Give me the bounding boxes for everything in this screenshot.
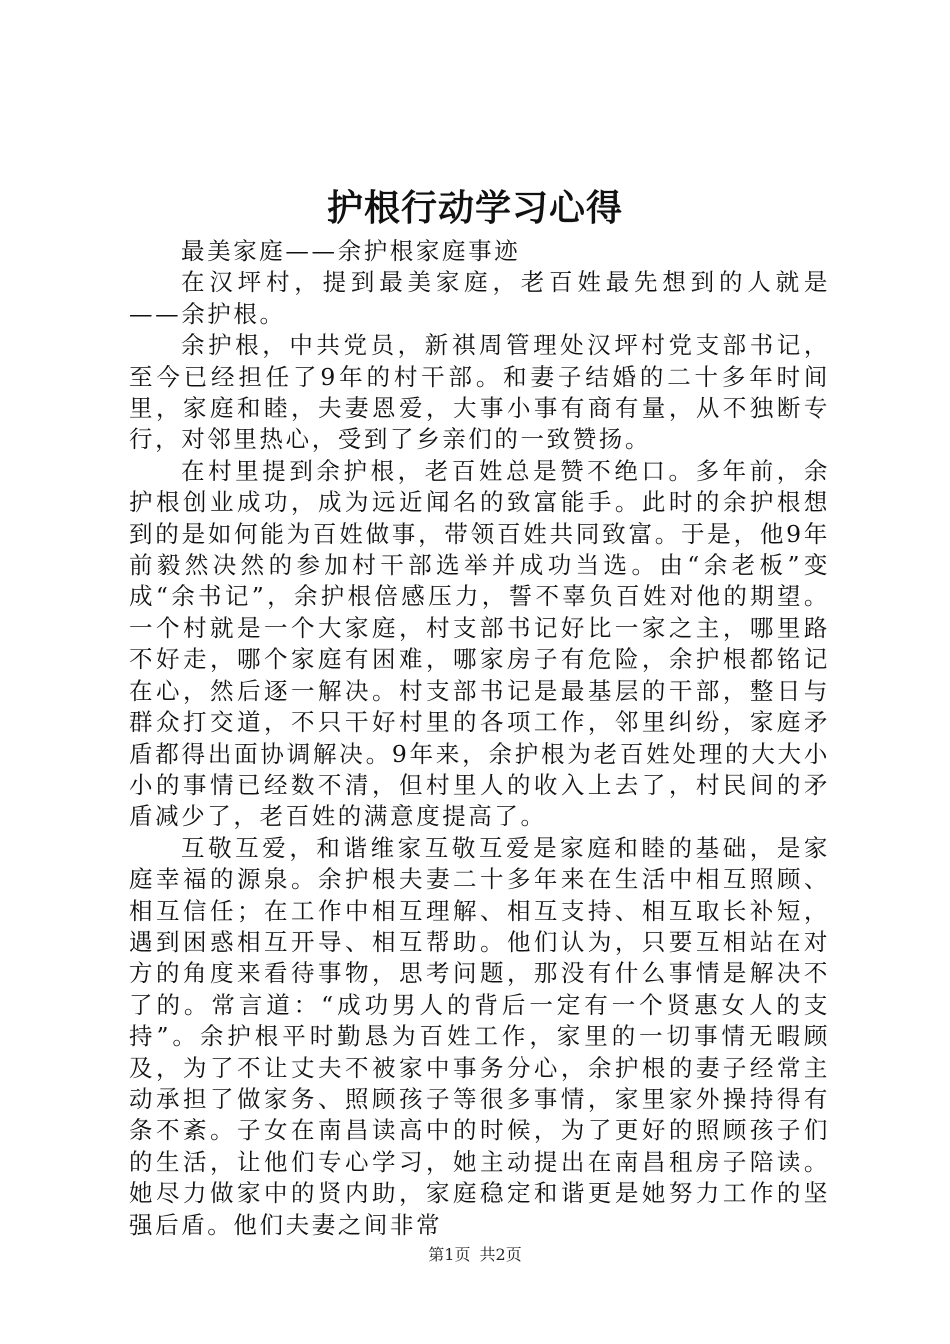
body-paragraph: 余护根，中共党员，新祺周管理处汉坪村党支部书记，至今已经担任了9年的村干部。和妻子结婚的二十多年时间里，家庭和睦，夫妻恩爱，大事小事有商有量，从不独断专行，对邻里热心，受到了乡亲们的一致赞扬。 xyxy=(129,331,830,454)
document-body xyxy=(129,236,830,1241)
subtitle-paragraph: 最美家庭——余护根家庭事迹 xyxy=(181,237,521,265)
document-title: 护根行动学习心得 xyxy=(326,187,623,229)
body-paragraph: 在村里提到余护根，老百姓总是赞不绝口。多年前，余护根创业成功，成为远近闻名的致富能手。此时的余护根想到的是如何能为百姓做事，带领百姓共同致富。于是，他9年前毅然决然的参加村干部选举并成功当选。由“余老板”变成“余书记”，余护根倍感压力，誓不辜负百姓对他的期望。一个村就是一个大家庭，村支部书记好比一家之主，哪里路不好走，哪个家庭有困难，哪家房子有危险，余护根都铭记在心，然后逐一解决。村支部书记是最基层的干部，整日与群众打交道，不只干好村里的各项工作，邻里纠纷，家庭矛盾都得出面协调解决。9年来，余护根为老百姓处理的大大小小的事情已经数不清，但村里人的收入上去了，村民间的矛盾减少了，老百姓的满意度提高了。 xyxy=(129,456,830,831)
body-paragraph: 在汉坪村，提到最美家庭，老百姓最先想到的人就是——余护根。 xyxy=(129,268,830,328)
page-footer xyxy=(0,1243,950,1267)
page-total: 共2页 xyxy=(479,1245,522,1264)
page-number: 第1页 xyxy=(428,1245,471,1264)
body-paragraph: 互敬互爱，和谐维家互敬互爱是家庭和睦的基础，是家庭幸福的源泉。余护根夫妻二十多年来在生活中相互照顾、相互信任；在工作中相互理解、相互支持、相互取长补短，遇到困惑相互开导、相互帮助。他们认为，只要互相站在对方的角度来看待事物，思考问题，那没有什么事情是解决不了的。常言道：“成功男人的背后一定有一个贤惠女人的支持”。余护根平时勤恳为百姓工作，家里的一切事情无暇顾及，为了不让丈夫不被家中事务分心，余护根的妻子经常主动承担了做家务、照顾孩子等很多事情，家里家外操持得有条不紊。子女在南昌读高中的时候，为了更好的照顾孩子们的生活，让他们专心学习，她主动提出在南昌租房子陪读。她尽力做家中的贤内助，家庭稳定和谐更是她努力工作的坚强后盾。他们夫妻之间非常 xyxy=(129,833,830,1239)
